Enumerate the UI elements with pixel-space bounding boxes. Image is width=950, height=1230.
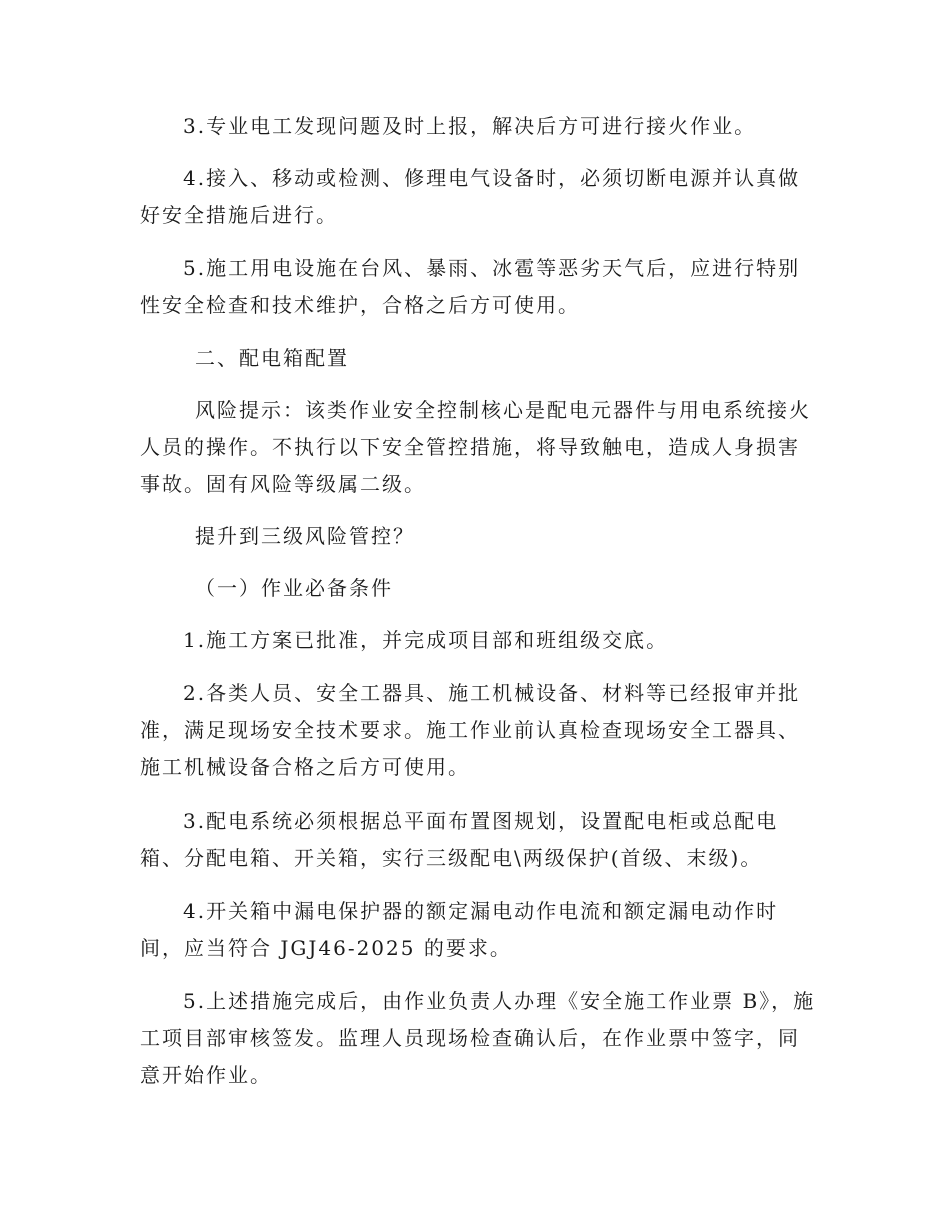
text-line: （一）作业必备条件 <box>195 576 393 600</box>
text-line: 性安全检查和技术维护，合格之后方可使用。 <box>140 293 580 317</box>
condition-item-4 <box>140 893 820 967</box>
risk-upgrade-question <box>140 518 820 555</box>
text-line: 提升到三级风险管控？ <box>195 524 415 548</box>
paragraph-item-5 <box>140 250 820 324</box>
text-line: 4.开关箱中漏电保护器的额定漏电动作电流和额定漏电动作时 <box>183 899 779 923</box>
text-line: 5.上述措施完成后，由作业负责人办理《安全施工作业票 B》，施 <box>183 989 816 1013</box>
text-line: 人员的操作。不执行以下安全管控措施，将导致触电，造成人身损害 <box>140 435 800 459</box>
section-heading <box>140 340 820 377</box>
condition-item-5 <box>140 983 820 1094</box>
text-line: 施工机械设备合格之后方可使用。 <box>140 755 470 779</box>
condition-item-3 <box>140 803 820 877</box>
text-line: 风险提示：该类作业安全控制核心是配电元器件与用电系统接火 <box>195 398 811 422</box>
text-line: 箱、分配电箱、开关箱，实行三级配电\两级保护(首级、末级)。 <box>140 846 763 870</box>
text-line: 5.施工用电设施在台风、暴雨、冰雹等恶劣天气后，应进行特别 <box>183 256 801 280</box>
subsection-heading <box>140 570 820 607</box>
text-line: 间，应当符合 JGJ46-2025 的要求。 <box>140 936 512 960</box>
text-line: 4.接入、移动或检测、修理电气设备时，必须切断电源并认真做 <box>183 166 801 190</box>
text-line: 2.各类人员、安全工器具、施工机械设备、材料等已经报审并批 <box>183 681 801 705</box>
text-line: 二、配电箱配置 <box>195 346 349 370</box>
risk-notice <box>140 392 820 503</box>
paragraph-item-4 <box>140 160 820 234</box>
text-line: 3.专业电工发现问题及时上报，解决后方可进行接火作业。 <box>183 114 757 138</box>
text-line: 准，满足现场安全技术要求。施工作业前认真检查现场安全工器具、 <box>140 718 800 742</box>
text-line: 事故。固有风险等级属二级。 <box>140 472 426 496</box>
text-line: 好安全措施后进行。 <box>140 203 338 227</box>
condition-item-1 <box>140 622 820 659</box>
text-line: 1.施工方案已批准，并完成项目部和班组级交底。 <box>183 628 669 652</box>
text-line: 意开始作业。 <box>140 1063 272 1087</box>
paragraph-item-3 <box>140 108 820 145</box>
condition-item-2 <box>140 675 820 786</box>
text-line: 工项目部审核签发。监理人员现场检查确认后，在作业票中签字，同 <box>140 1026 800 1050</box>
text-line: 3.配电系统必须根据总平面布置图规划，设置配电柜或总配电 <box>183 809 779 833</box>
